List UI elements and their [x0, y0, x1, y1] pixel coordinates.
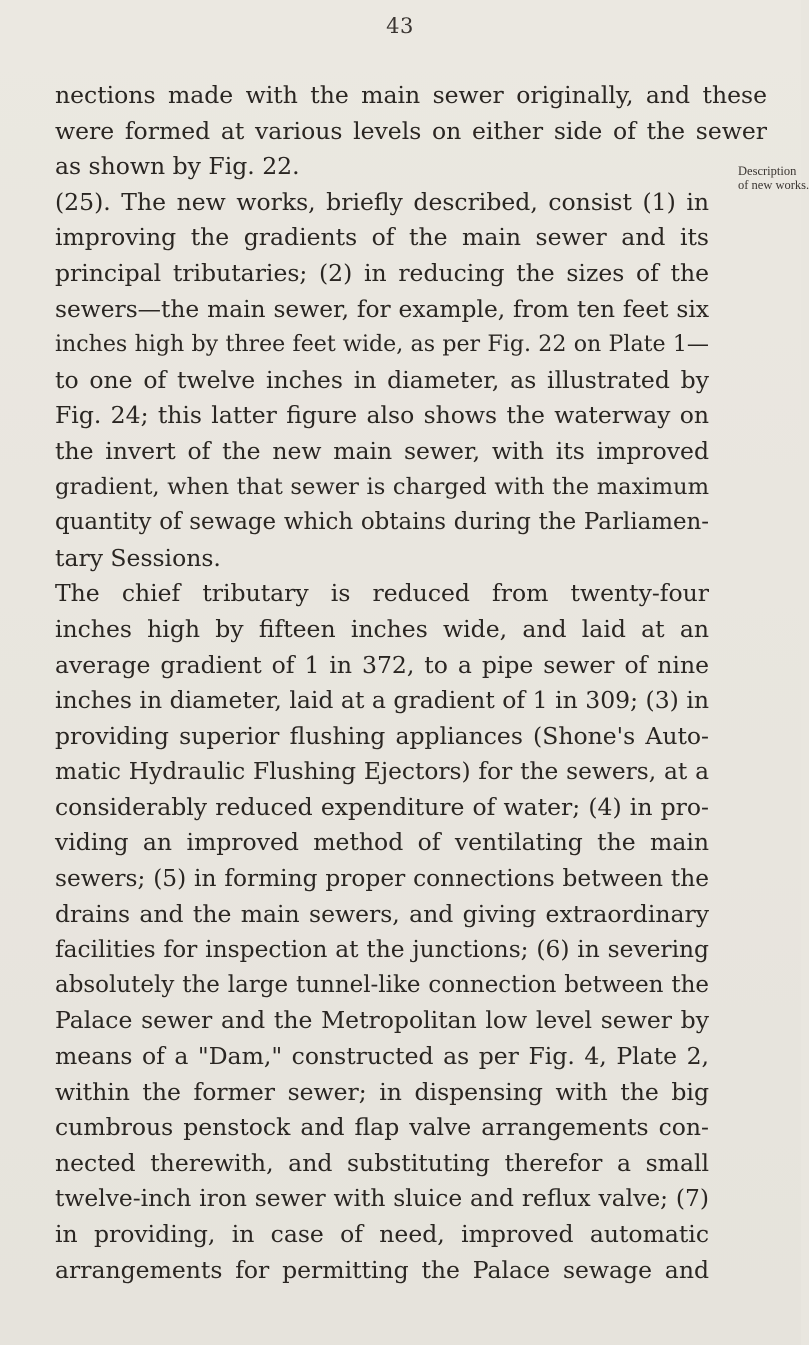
text-line: nected therewith, and substituting therefor a small — [55, 1148, 709, 1177]
text-line: (25). The new works, briefly described, consist (1) in — [55, 187, 709, 216]
text-line: sewers—the main sewer, for example, from ten feet six — [55, 294, 709, 323]
text-line: as shown by Fig. 22. — [55, 152, 300, 181]
text-line: inches in diameter, laid at a gradient of 1 in 309; (3) in — [55, 686, 709, 715]
text-line: average gradient of 1 in 372, to a pipe sewer of nine — [55, 650, 709, 679]
page-number: 43 — [386, 14, 414, 38]
text-line: improving the gradients of the main sewer and its — [55, 223, 709, 252]
text-line: means of a "Dam," constructed as per Fig. 4, Plate 2, — [55, 1042, 709, 1071]
text-line: The chief tributary is reduced from twenty-four — [55, 579, 709, 608]
text-line: inches high by three feet wide, as per Fig. 22 on Plate 1— — [55, 331, 709, 358]
text-line: within the former sewer; in dispensing with the big — [55, 1077, 709, 1106]
text-line: gradient, when that sewer is charged with the maximum — [55, 473, 709, 500]
text-line: Palace sewer and the Metropolitan low level sewer by — [55, 1006, 709, 1035]
text-line: in providing, in case of need, improved automatic — [55, 1220, 709, 1248]
text-line: viding an improved method of ventilating the main — [55, 828, 709, 857]
margin-note-line-2: of new works. — [738, 178, 809, 192]
text-line: were formed at various levels on either side of the sewer — [55, 116, 767, 145]
text-line: Fig. 24; this latter figure also shows the waterway on — [55, 401, 709, 430]
text-line: inches high by fifteen inches wide, and laid at an — [55, 614, 709, 643]
text-line: nections made with the main sewer originally, and these — [55, 81, 767, 109]
text-line: absolutely the large tunnel-like connection between the — [55, 971, 709, 998]
text-line: drains and the main sewers, and giving extraordinary — [55, 899, 709, 928]
margin-note-line-1: Description — [738, 164, 797, 178]
text-line: tary Sessions. — [55, 543, 221, 572]
text-line: arrangements for permitting the Palace sewage and — [55, 1255, 709, 1284]
text-line: cumbrous penstock and flap valve arrangements con- — [55, 1113, 709, 1142]
text-line: twelve-inch iron sewer with sluice and reflux valve; (7) — [55, 1184, 709, 1213]
text-line: considerably reduced expenditure of water; (4) in pro- — [55, 792, 709, 821]
text-line: providing superior flushing appliances (Shone's Auto- — [55, 721, 709, 750]
text-line: principal tributaries; (2) in reducing the sizes of the — [55, 258, 709, 287]
text-line: the invert of the new main sewer, with its improved — [55, 436, 709, 465]
body-text — [55, 78, 767, 1288]
text-line: to one of twelve inches in diameter, as illustrated by — [55, 365, 709, 394]
text-line: matic Hydraulic Flushing Ejectors) for the sewers, at a — [55, 758, 709, 786]
text-line: quantity of sewage which obtains during the Parliamen- — [55, 509, 709, 536]
text-line: facilities for inspection at the junctions; (6) in severing — [55, 935, 709, 964]
text-line: sewers; (5) in forming proper connections between the — [55, 865, 709, 893]
